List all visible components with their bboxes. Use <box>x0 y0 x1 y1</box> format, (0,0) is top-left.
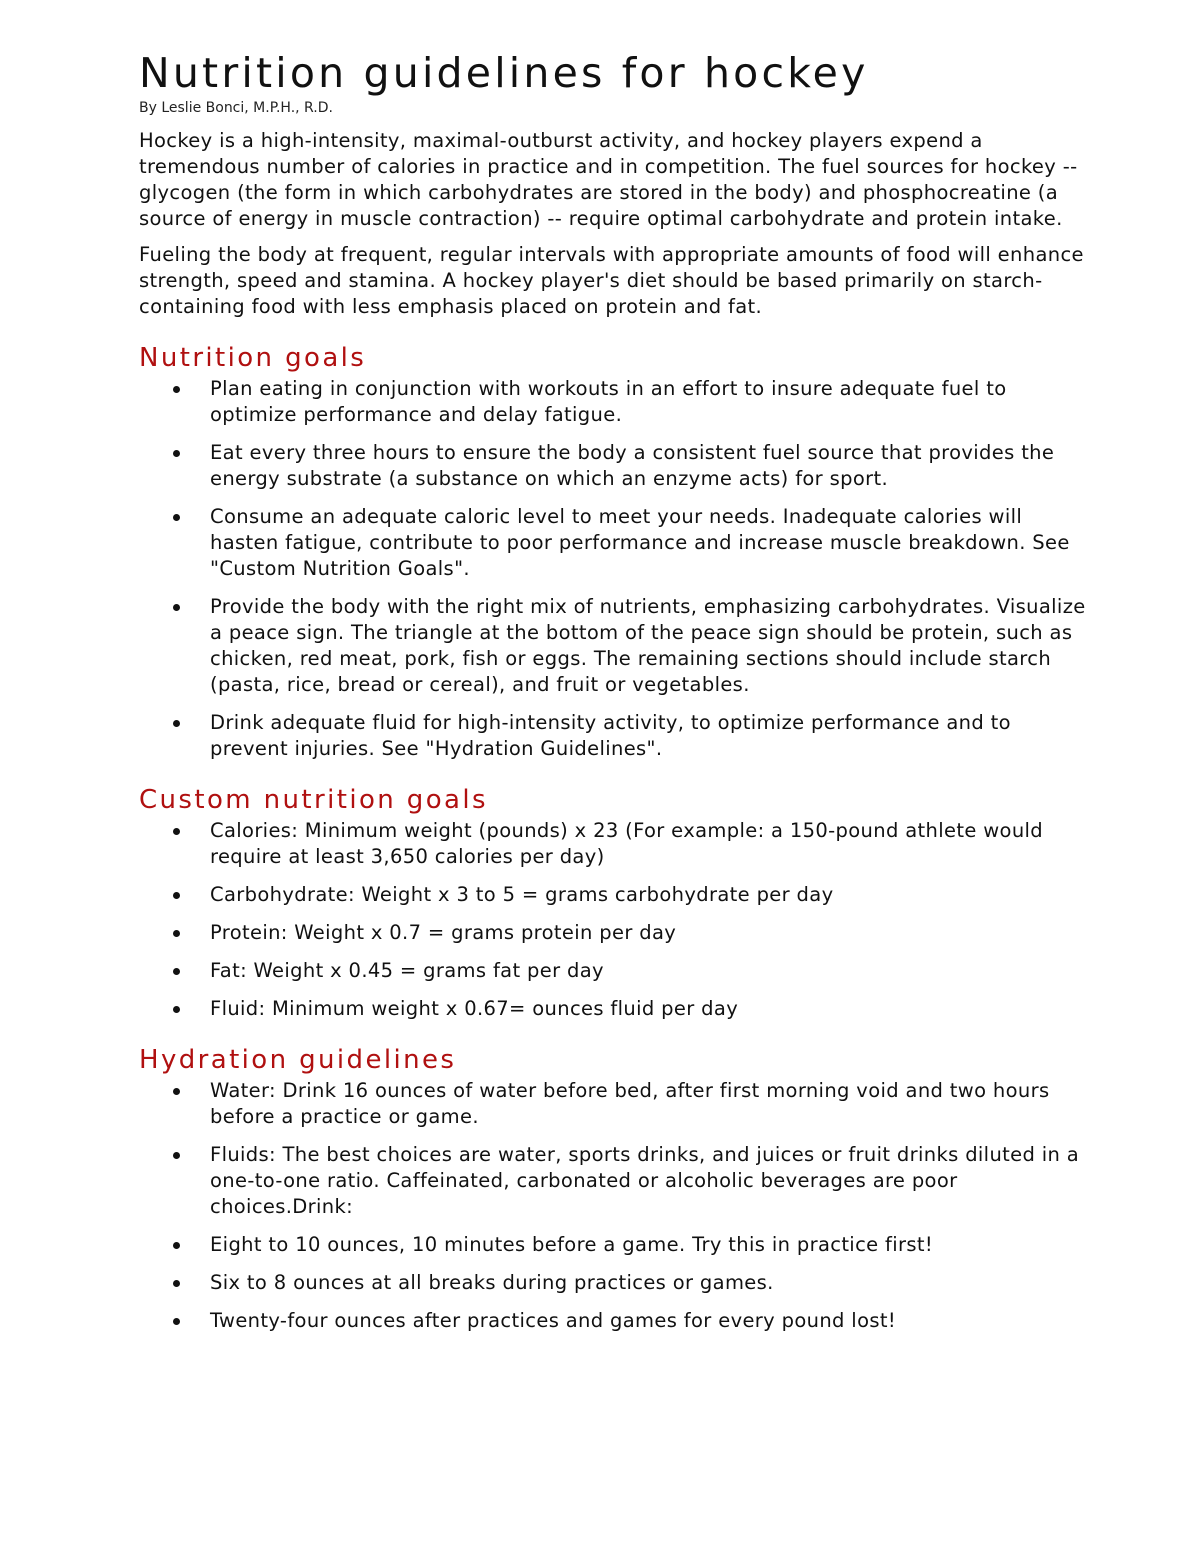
list-item-text: Fluid: Minimum weight x 0.67= ounces fluid per day <box>210 997 739 1020</box>
list-item <box>139 504 1094 582</box>
list-item <box>139 958 1094 984</box>
list-item-text: Twenty-four ounces after practices and games for every pound lost! <box>210 1309 897 1332</box>
list-item-text: Calories: Minimum weight (pounds) x 23 (For example: a 150-pound athlete would require at least 3,650 calories per day) <box>210 819 1044 868</box>
list-item <box>139 440 1094 492</box>
section-heading-hydration: Hydration guidelines <box>139 1045 457 1075</box>
intro-paragraph: Hockey is a high-intensity, maximal-outburst activity, and hockey players expend a tremendous number of calories in practice and in competition. The fuel sources for hockey -- glycogen (the form in which carbohydrates are stored in the body) and phosphocreatine (a source of energy in muscle contraction) -- require optimal carbohydrate and protein intake. <box>139 129 1078 230</box>
list-item-text: Plan eating in conjunction with workouts in an effort to insure adequate fuel to optimize performance and delay fatigue. <box>210 377 1007 426</box>
section-heading-custom-goals: Custom nutrition goals <box>139 785 488 815</box>
nutrition-goals-list <box>139 376 1094 762</box>
bullet-icon <box>173 450 180 457</box>
list-item <box>139 376 1094 428</box>
bullet-icon <box>173 514 180 521</box>
list-item-text: Water: Drink 16 ounces of water before bed, after first morning void and two hours before a practice or game. <box>210 1079 1050 1128</box>
bullet-icon <box>173 720 180 727</box>
intro-paragraph: Fueling the body at frequent, regular intervals with appropriate amounts of food will enhance strength, speed and stamina. A hockey player's diet should be based primarily on starch-containing food with less emphasis placed on protein and fat. <box>139 243 1084 318</box>
bullet-icon <box>173 1088 180 1095</box>
list-item <box>139 882 1094 908</box>
list-item <box>139 1232 1094 1258</box>
bullet-icon <box>173 1280 180 1287</box>
bullet-icon <box>173 1242 180 1249</box>
custom-goals-list <box>139 818 1094 1022</box>
bullet-icon <box>173 386 180 393</box>
list-item <box>139 1142 1094 1220</box>
list-item-text: Eight to 10 ounces, 10 minutes before a game. Try this in practice first! <box>210 1233 934 1256</box>
list-item <box>139 996 1094 1022</box>
list-item-text: Drink adequate fluid for high-intensity activity, to optimize performance and to prevent injuries. See "Hydration Guidelines". <box>210 711 1011 760</box>
list-item <box>139 594 1094 698</box>
list-item <box>139 818 1094 870</box>
author-byline: By Leslie Bonci, M.P.H., R.D. <box>139 100 333 116</box>
document-page <box>139 48 1094 1346</box>
hydration-list <box>139 1078 1094 1334</box>
bullet-icon <box>173 968 180 975</box>
list-item <box>139 1270 1094 1296</box>
list-item-text: Fat: Weight x 0.45 = grams fat per day <box>210 959 604 982</box>
list-item-text: Consume an adequate caloric level to meet your needs. Inadequate calories will hasten fatigue, contribute to poor performance and increase muscle breakdown. See "Custom Nutrition Goals". <box>210 505 1070 580</box>
list-item-text: Fluids: The best choices are water, sports drinks, and juices or fruit drinks diluted in a one-to-one ratio. Caffeinated, carbonated or alcoholic beverages are poor choices.Drink: <box>210 1143 1080 1218</box>
bullet-icon <box>173 604 180 611</box>
list-item-text: Carbohydrate: Weight x 3 to 5 = grams carbohydrate per day <box>210 883 834 906</box>
list-item <box>139 920 1094 946</box>
list-item <box>139 710 1094 762</box>
list-item-text: Protein: Weight x 0.7 = grams protein per day <box>210 921 677 944</box>
document-title: Nutrition guidelines for hockey <box>139 49 869 97</box>
bullet-icon <box>173 892 180 899</box>
list-item-text: Eat every three hours to ensure the body a consistent fuel source that provides the energy substrate (a substance on which an enzyme acts) for sport. <box>210 441 1055 490</box>
bullet-icon <box>173 930 180 937</box>
bullet-icon <box>173 1006 180 1013</box>
bullet-icon <box>173 1318 180 1325</box>
bullet-icon <box>173 828 180 835</box>
list-item <box>139 1308 1094 1334</box>
bullet-icon <box>173 1152 180 1159</box>
list-item-text: Six to 8 ounces at all breaks during practices or games. <box>210 1271 774 1294</box>
list-item <box>139 1078 1094 1130</box>
section-heading-nutrition-goals: Nutrition goals <box>139 343 367 373</box>
list-item-text: Provide the body with the right mix of nutrients, emphasizing carbohydrates. Visualize a peace sign. The triangle at the bottom of the peace sign should be protein, such as chicken, red meat, pork, fish or eggs. The remaining sections should include starch (pasta, rice, bread or cereal), and fruit or vegetables. <box>210 595 1086 696</box>
